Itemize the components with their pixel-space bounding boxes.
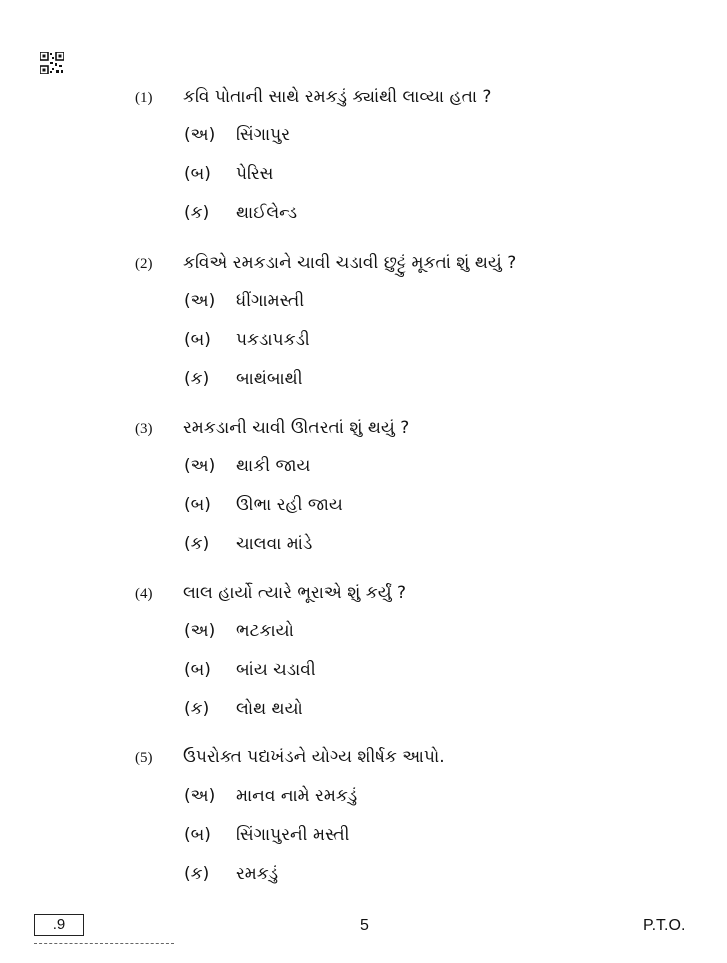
option-text: બાથંબાથી [236, 369, 303, 389]
option-label: (બ) [184, 495, 211, 515]
page-number: 5 [360, 917, 369, 934]
option-text: લોથ થયો [236, 699, 303, 719]
question-text: લાલ હાર્યો ત્યારે ભૂરાએ શું કર્યું ? [183, 583, 407, 603]
option-1c [184, 202, 297, 224]
question-4 [135, 582, 406, 605]
option-text: માનવ નામે રમકડું [236, 786, 358, 806]
option-text: થાકી જાય [236, 456, 311, 476]
option-label: (ક) [184, 864, 210, 884]
option-2c [184, 368, 303, 390]
option-2a [184, 290, 304, 312]
question-number: (1) [135, 90, 153, 106]
option-text: રમકડું [236, 864, 279, 884]
option-4b [184, 659, 316, 681]
option-5b [184, 824, 350, 846]
paper-code-box: .9 [34, 914, 84, 936]
option-text: ચાલવા માંડે [236, 534, 313, 554]
question-number: (5) [135, 750, 153, 766]
question-text: રમકડાની ચાવી ઊતરતાં શું થયું ? [183, 418, 410, 438]
option-label: (બ) [184, 825, 211, 845]
option-2b [184, 329, 310, 351]
option-4a [184, 620, 294, 642]
question-2 [135, 252, 516, 275]
option-text: ભટકાયો [236, 621, 294, 641]
option-3b [184, 494, 343, 516]
option-text: સિંગાપુર [236, 125, 291, 145]
option-label: (અ) [184, 621, 216, 641]
option-1a [184, 124, 290, 146]
option-text: થાઈલેન્ડ [236, 203, 298, 223]
question-5 [135, 746, 445, 769]
option-text: ઊભા રહી જાય [236, 495, 343, 515]
option-text: બાંય ચડાવી [236, 660, 316, 680]
option-4c [184, 698, 303, 720]
qr-code [40, 52, 64, 74]
option-text: ધીંગામસ્તી [236, 291, 305, 311]
question-text: કવિએ રમકડાને ચાવી ચડાવી છુટ્ટું મૂકતાં શું થયું ? [183, 253, 517, 273]
question-1 [135, 86, 491, 109]
option-text: પેરિસ [236, 164, 274, 184]
question-number: (3) [135, 421, 153, 437]
question-number: (4) [135, 586, 153, 602]
question-text: ઉપરોક્ત પદ્યખંડને યોગ્ય શીર્ષક આપો. [183, 747, 445, 767]
option-5a [184, 785, 357, 807]
option-label: (અ) [184, 786, 216, 806]
option-label: (અ) [184, 291, 216, 311]
option-label: (ક) [184, 203, 210, 223]
option-label: (અ) [184, 456, 216, 476]
question-number: (2) [135, 256, 153, 272]
option-3a [184, 455, 310, 477]
option-label: (ક) [184, 699, 210, 719]
option-label: (બ) [184, 330, 211, 350]
code-underline [34, 943, 174, 944]
option-label: (બ) [184, 660, 211, 680]
option-3c [184, 533, 312, 555]
question-text: કવિ પોતાની સાથે રમકડું ક્યાંથી લાવ્યા હતા ? [183, 87, 492, 107]
pto-label: P.T.O. [643, 917, 686, 934]
option-label: (ક) [184, 369, 210, 389]
option-text: સિંગાપુરની મસ્તી [236, 825, 350, 845]
option-5c [184, 863, 278, 885]
option-1b [184, 163, 273, 185]
option-label: (ક) [184, 534, 210, 554]
option-label: (બ) [184, 164, 211, 184]
option-text: પકડાપકડી [236, 330, 310, 350]
question-3 [135, 417, 409, 440]
option-label: (અ) [184, 125, 216, 145]
